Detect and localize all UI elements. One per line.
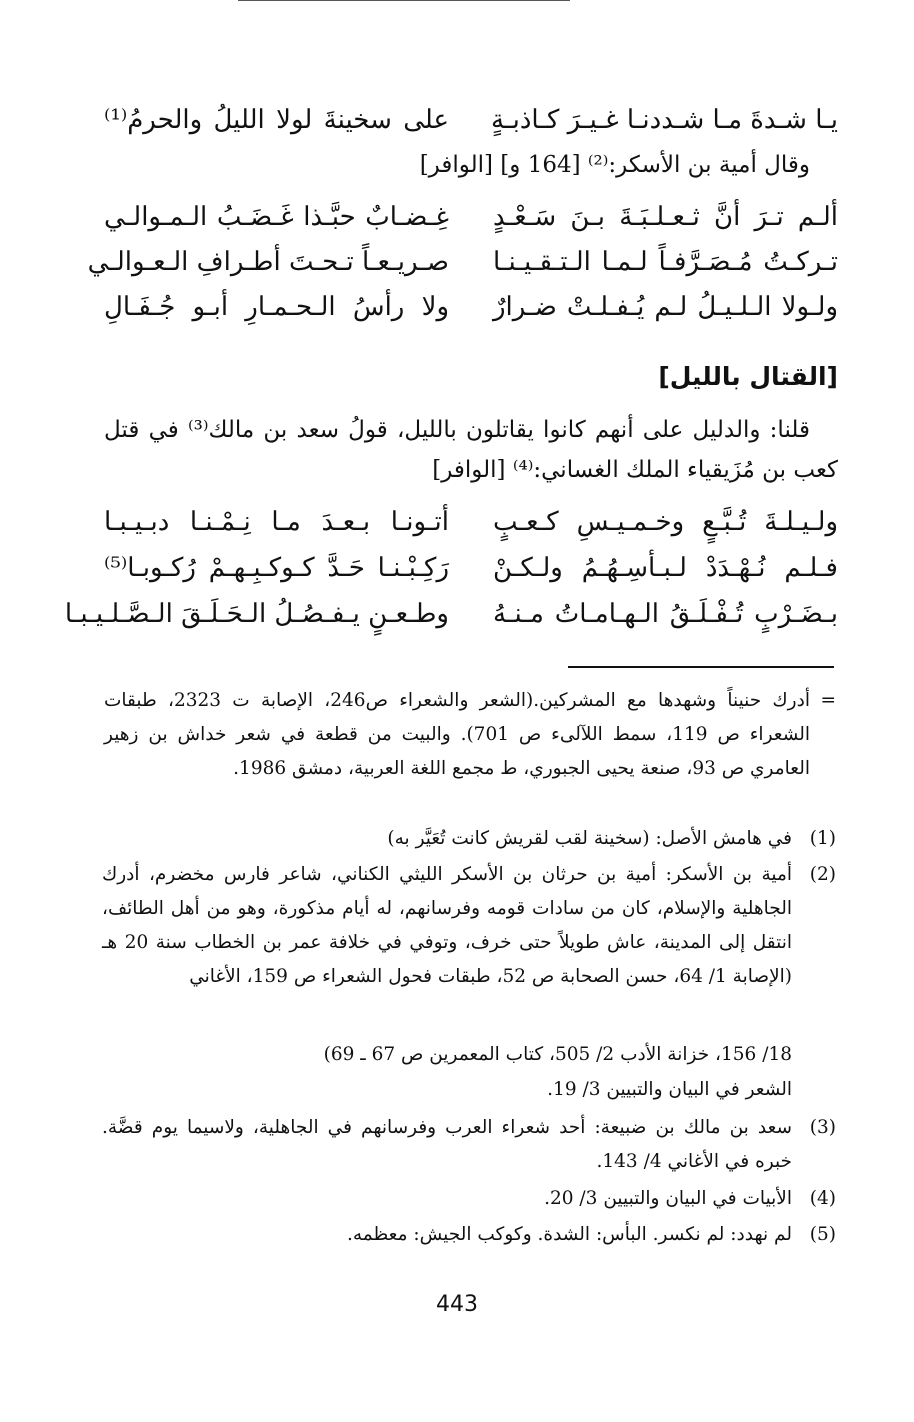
footnote-number: (1)	[809, 828, 836, 849]
footnote-continuation-marker: =	[820, 690, 836, 711]
section-heading: [القتال بالليل]	[658, 362, 838, 391]
verse-hemistich-first: ولـيـلـةَ تُـبَّـعٍ وخـمـيـسِ كـعـبٍ	[493, 507, 838, 537]
verse-line	[104, 502, 838, 542]
verse-line	[104, 287, 838, 327]
footnote: أمية بن الأسكر: أمية بن حرثان بن الأسكر الليثي الكناني، شاعر فارس مخضرم، أدرك الجاهلية والإسلام، كان من سادات قومه وفرسانهم، له أيام مذكورة، وهو من أهل الطائف، انتقل إلى المدينة، عاش طويلاً حتى خرف، وتوفي في خلافة عمر بن الخطاب سنة 20 هـ (الإصابة 1/ 64، حسن الصحابة ص 52، طبقات فحول الشعراء ص 159، الأغاني	[102, 864, 792, 987]
footnote: سعد بن مالك بن ضبيعة: أحد شعراء العرب وفرسانهم في الجاهلية، ولاسيما يوم قضَّة. خبره في الأغاني 4/ 143.	[102, 1117, 792, 1172]
verse-line	[104, 100, 838, 140]
verse-hemistich-second: رَكِـبْـنـا حَـدَّ كـوكـبِـهـمْ رُكـوبـا⁽⁵⁾	[104, 553, 449, 583]
verse-hemistich-first: بـضَـرْبٍ تُـفْـلَـقُ الـهـامـاتُ مـنـهُ	[493, 599, 838, 629]
footnote-number: (2)	[809, 864, 836, 885]
footnote-line: 18/ 156، خزانة الأدب 2/ 505، كتاب المعمرين ص 67 ـ 69)	[323, 1044, 792, 1065]
verse-hemistich-first: فـلـم نُـهْـدَدْ لـبـأسِـهُـمُ ولـكـنْ	[493, 553, 838, 583]
footnote-number: (5)	[809, 1224, 836, 1245]
verse-hemistich-second: على سخينةَ لولا الليلُ والحرمُ⁽¹⁾	[104, 105, 449, 135]
verse-hemistich-first: تـركـتُ مُـصَـرَّفـاً لـمـا الـتـقـيـنـا	[493, 247, 838, 277]
page-number: 443	[436, 1292, 478, 1317]
paragraph: قلنا: والدليل على أنهم كانوا يقاتلون بالليل، قولُ سعد بن مالك⁽³⁾ في قتل كعب بن مُزَيقياء الملك الغساني:⁽⁴⁾ [الوافر]	[104, 417, 838, 483]
footnote-separator	[568, 666, 834, 668]
footnote: الأبيات في البيان والتبيين 3/ 20.	[544, 1188, 792, 1209]
verse-hemistich-first: ولـولا الـلـيـلُ لـم يُـفـلـتْ ضـرارٌ	[493, 292, 838, 322]
verse-hemistich-first: ألـم تـرَ أنَّ ثـعـلـبَـةَ بـنَ سَـعْـدٍ	[493, 202, 838, 232]
verse-hemistich-second: أتـونـا بـعـدَ مـا نِـمْـنـا دبـيـبـا	[104, 507, 449, 537]
footnote: لم نهدد: لم نكسر. البأس: الشدة. وكوكب الجيش: معظمه.	[346, 1224, 792, 1245]
verse-line	[64, 594, 838, 634]
verse-line	[104, 548, 838, 588]
verse-line	[87, 242, 838, 282]
footnote-number: (4)	[809, 1188, 836, 1209]
verse-hemistich-first: يـا شـدةَ مـا شـددنـا غـيـرَ كـاذبـةٍ	[491, 105, 838, 135]
verse-hemistich-second: صـريـعـاً تـحـتَ أطـرافِ الـعـوالـي	[87, 247, 449, 277]
verse-intro: وقال أمية بن الأسكر:⁽²⁾ [164 و] [الوافر]	[419, 152, 810, 178]
footnote: في هامش الأصل: (سخينة لقب لقريش كانت تُعَيَّر به)	[387, 828, 792, 849]
verse-hemistich-second: وطـعـنٍ يـفـصُـلُ الـحَـلَـقَ الـصَّـلـيـبـا	[64, 599, 449, 629]
footnote-continuation: أدرك حنيناً وشهدها مع المشركين.(الشعر والشعراء ص246، الإصابة ت 2323، طبقات الشعراء ص 119، سمط اللآلىء ص 701). والبيت من قطعة في شعر خداش بن زهير العامري ص 93، صنعة يحيى الجبوري، ط مجمع اللغة العربية، دمشق 1986.	[104, 690, 810, 779]
verse-hemistich-second: ولا رأسُ الـحـمـارِ أبـو جُـفَـالِ	[104, 292, 449, 322]
verse-hemistich-second: غِـضـابٌ حبَّـذا غَـضَـبُ الـمـوالـي	[104, 202, 449, 232]
verse-line	[104, 197, 838, 237]
footnote-line: الشعر في البيان والتبيين 3/ 19.	[547, 1079, 792, 1100]
footnote-number: (3)	[809, 1117, 836, 1138]
